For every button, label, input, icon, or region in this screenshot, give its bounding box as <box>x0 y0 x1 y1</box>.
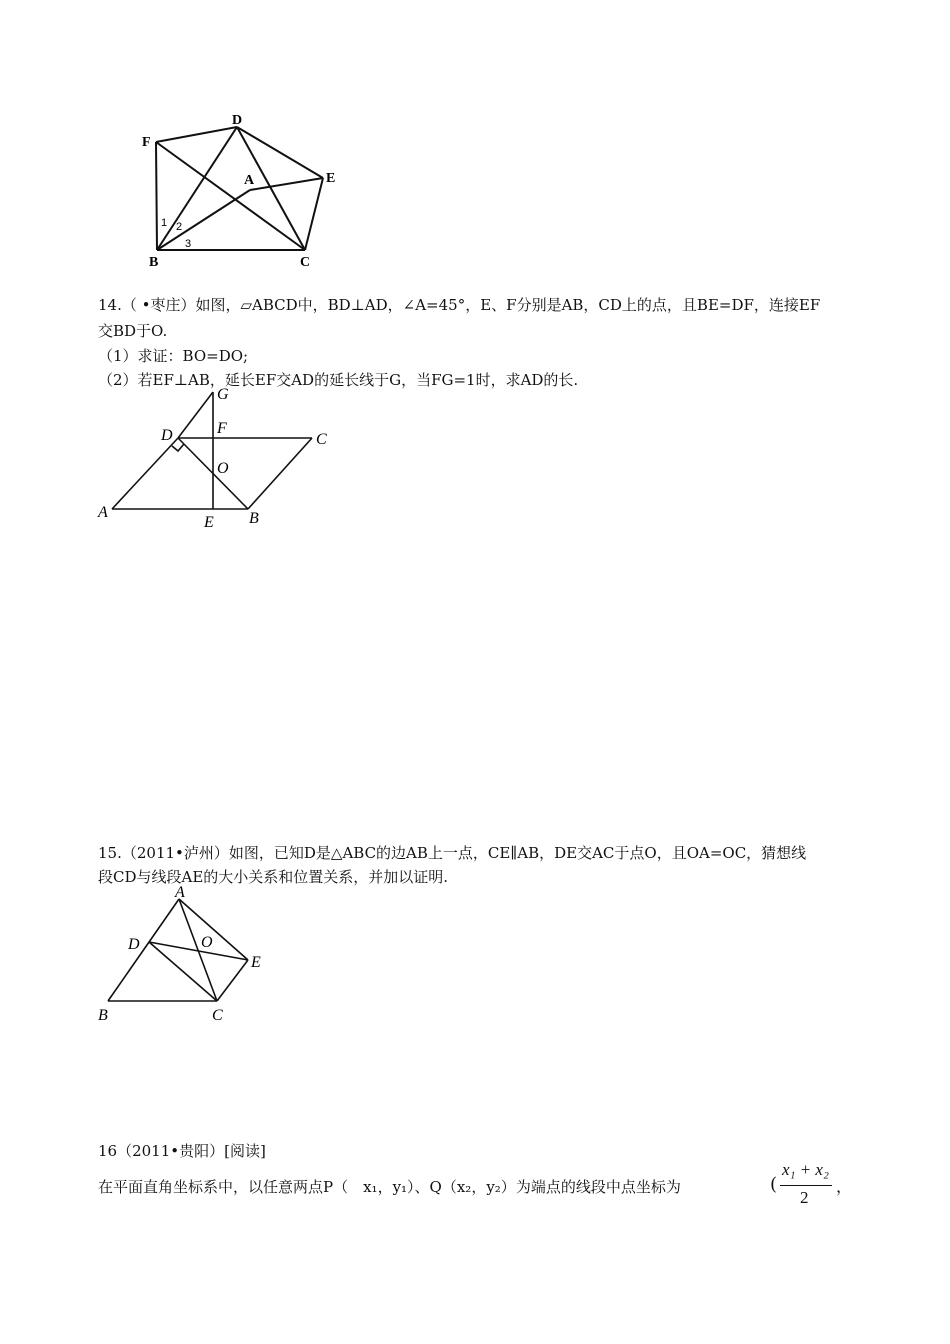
label-F: F <box>217 420 227 437</box>
midpoint-fraction: ( x₁ + x₂ 2 ， <box>770 1160 853 1207</box>
q16-line-1: 16（2011•贵阳）[阅读] <box>98 1142 266 1160</box>
q14-line-4: （2）若EF⊥AB，延长EF交AD的延长线于G，当FG=1时，求AD的长. <box>98 371 579 389</box>
label-B: B <box>249 510 259 527</box>
q16-line-2: 在平面直角坐标系中，以任意两点P（ x₁，y₁）、Q（x₂，y₂）为端点的线段中点坐标为 <box>98 1178 681 1196</box>
label-D: D <box>232 113 243 128</box>
label-O: O <box>217 460 229 477</box>
angle-3: 3 <box>185 238 192 250</box>
angle-2: 2 <box>176 221 183 233</box>
q15-line-2: 段CD与线段AE的大小关系和位置关系，并加以证明. <box>98 868 449 886</box>
label-G: G <box>217 386 229 403</box>
label-D: D <box>161 427 173 444</box>
q14-line-2: 交BD于O. <box>98 322 168 340</box>
label-C: C <box>316 431 327 448</box>
figure-15 <box>95 880 275 1025</box>
q14-line-1: 14.（ •枣庄）如图，▱ABCD中，BD⊥AD，∠A=45°，E、F分别是AB，CD上的点，且BE=DF，连接EF <box>98 296 821 314</box>
figure-14 <box>95 385 345 535</box>
fraction-numerator: x₁ + x₂ <box>782 1160 829 1179</box>
angle-1: 1 <box>161 217 168 229</box>
label-B: B <box>149 255 159 270</box>
label-E: E <box>204 514 214 531</box>
label-F: F <box>142 135 151 150</box>
fraction-denominator: 2 <box>800 1188 809 1207</box>
label-A: A <box>98 504 108 521</box>
q14-line-3: （1）求证：BO=DO; <box>98 347 249 365</box>
label-B: B <box>98 1007 108 1024</box>
figure-13 <box>130 110 360 270</box>
label-E: E <box>251 954 261 971</box>
label-A: A <box>244 173 255 188</box>
label-C: C <box>300 255 311 270</box>
label-A: A <box>175 884 185 901</box>
label-O: O <box>201 934 213 951</box>
label-C: C <box>212 1007 223 1024</box>
label-D: D <box>128 936 140 953</box>
label-E: E <box>326 171 336 186</box>
q15-line-1: 15.（2011•泸州）如图，已知D是△ABC的边AB上一点，CE∥AB，DE交AC于点O，且OA=OC，猜想线 <box>98 844 807 862</box>
